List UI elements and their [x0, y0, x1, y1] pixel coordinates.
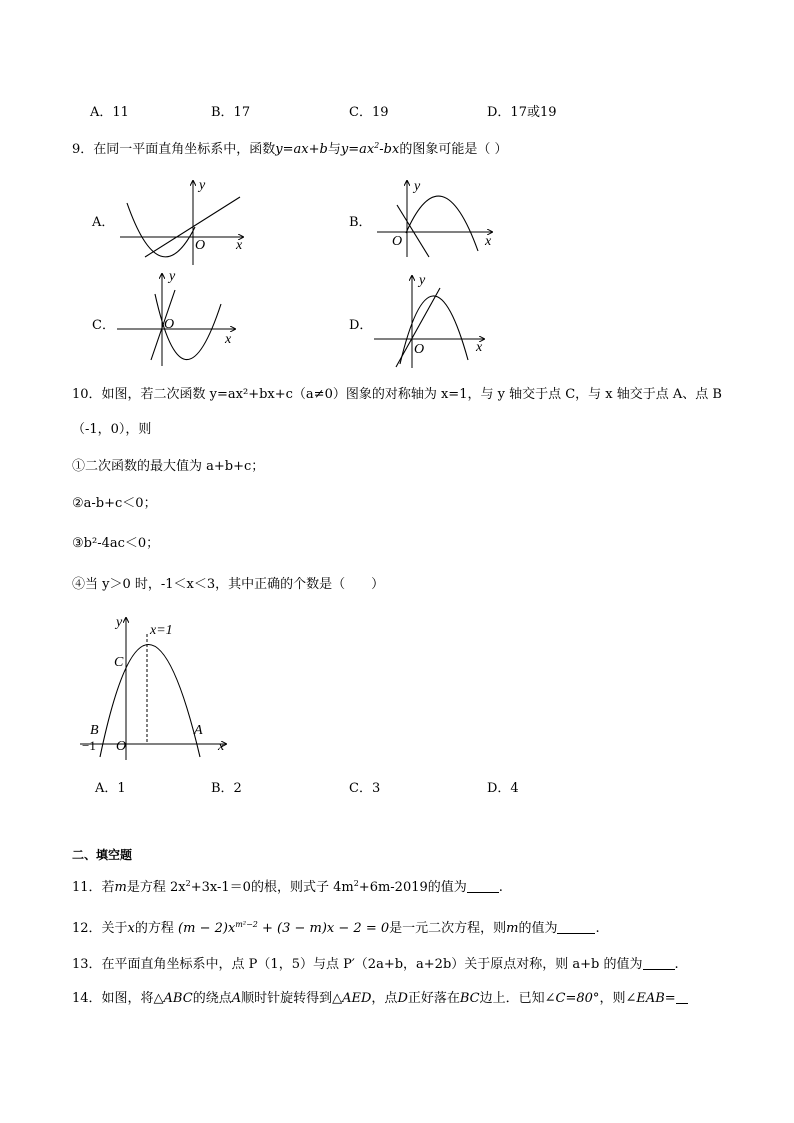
- q13: 13．在平面直角坐标系中，点 P（1，5）与点 P′（2a+b，a+2b）关于原点对称，则 a+b 的值为 .: [72, 957, 679, 972]
- q9-label-a: A．: [92, 215, 115, 230]
- q9-graph-b-x-label: x: [485, 234, 492, 249]
- q11-expression: $4m^2+6m-2019$: [333, 879, 428, 895]
- q10-graph-point-a: A: [194, 723, 203, 738]
- q10-stem-line1: 10．如图，若二次函数 y=ax²+bx+c（a≠0）图象的对称轴为 x=1，与 y 轴交于点 C，与 x 轴交于点 A、点 B: [72, 387, 722, 402]
- q9-label-b: B．: [349, 215, 372, 230]
- q9-suffix: 的图象可能是（ ）: [399, 142, 508, 157]
- q9-graph-a: [115, 175, 255, 270]
- q10-graph-sym-label: x=1: [150, 623, 173, 638]
- q9-graph-a-origin: O: [195, 238, 206, 253]
- q10-option-c: C．3: [349, 781, 381, 796]
- q11: 11．若m是方程 $2x^2+3x-1=0$的根，则式子 $4m^2+6m-2019$的值为 .: [72, 879, 503, 895]
- q9-graph-d: [372, 270, 497, 370]
- q10-graph-point-b: B: [90, 723, 99, 738]
- q10-item-2: ②a-b+c＜0；: [72, 496, 157, 511]
- q9-graph-b: [372, 175, 502, 265]
- q9-graph-c: [115, 268, 245, 368]
- q9-graph-d-x-label: x: [476, 340, 483, 355]
- q10-graph-origin: O: [116, 739, 127, 754]
- q10-graph: [78, 612, 238, 762]
- q10-item-1: ①二次函数的最大值为 a+b+c；: [72, 459, 265, 474]
- q8-option-a: A．11: [90, 105, 129, 120]
- q9-mid: 与: [327, 142, 341, 157]
- q9-graph-d-origin: O: [414, 342, 425, 357]
- q9-label-c: C．: [92, 318, 115, 333]
- q11-answer-blank: [467, 892, 499, 893]
- q9-label-d: D．: [349, 318, 373, 333]
- q10-option-b: B．2: [211, 781, 242, 796]
- q12-answer-blank: [557, 933, 595, 934]
- q13-answer-blank: [643, 969, 675, 970]
- q9-stem: [72, 142, 507, 156]
- q9-graph-b-origin: O: [392, 234, 403, 249]
- q14: 14．如图，将△ABC的绕点A顺时针旋转得到△AED，点D正好落在BC边上．已知∠C=80°，则∠EAB=: [72, 992, 688, 1005]
- section-title: 二、填空题: [72, 848, 133, 862]
- q10-item-4: ④当 y＞0 时，-1＜x＜3，其中正确的个数是（ ）: [72, 577, 385, 592]
- q9-function-1: y=ax+b: [275, 142, 328, 157]
- q12-equation: $(m - 2)x^{m^2-2} + (3 - m)x - 2 = 0$: [178, 920, 390, 936]
- q9-graph-d-y-label: y: [419, 273, 426, 288]
- q8-option-c: C．19: [349, 105, 389, 120]
- q10-graph-y-label: y: [116, 615, 123, 630]
- q9-prefix: 9．在同一平面直角坐标系中，函数: [72, 142, 276, 157]
- q9-graph-c-x-label: x: [225, 332, 232, 347]
- q11-equation: $2x^2+3x-1=0$: [170, 879, 251, 895]
- q10-graph-neg1: −1: [82, 738, 96, 753]
- q12: 12．关于x的方程 $(m - 2)x^{m^2-2} + (3 - m)x - 2 = 0$是一元二次方程，则m的值为 .: [72, 920, 600, 936]
- q8-option-d: D．17或19: [487, 105, 557, 120]
- q9-graph-b-y-label: y: [414, 179, 421, 194]
- q8-option-b: B．17: [211, 105, 251, 120]
- q10-option-a: A．1: [95, 781, 126, 796]
- q10-stem-line2: （-1，0），则: [72, 422, 152, 437]
- q9-graph-c-y-label: y: [169, 269, 176, 284]
- q9-graph-c-origin: O: [164, 317, 175, 332]
- q14-answer-blank: [676, 1003, 688, 1004]
- q9-function-2: $y=ax^2-bx$: [340, 141, 400, 157]
- q9-graph-a-x-label: x: [236, 238, 243, 253]
- q9-graph-a-y-label: y: [199, 178, 206, 193]
- q10-item-3: ③b²-4ac＜0；: [72, 536, 160, 551]
- q10-graph-point-c: C: [114, 655, 124, 670]
- q10-graph-x-label: x: [218, 739, 225, 754]
- q10-option-d: D．4: [487, 781, 519, 796]
